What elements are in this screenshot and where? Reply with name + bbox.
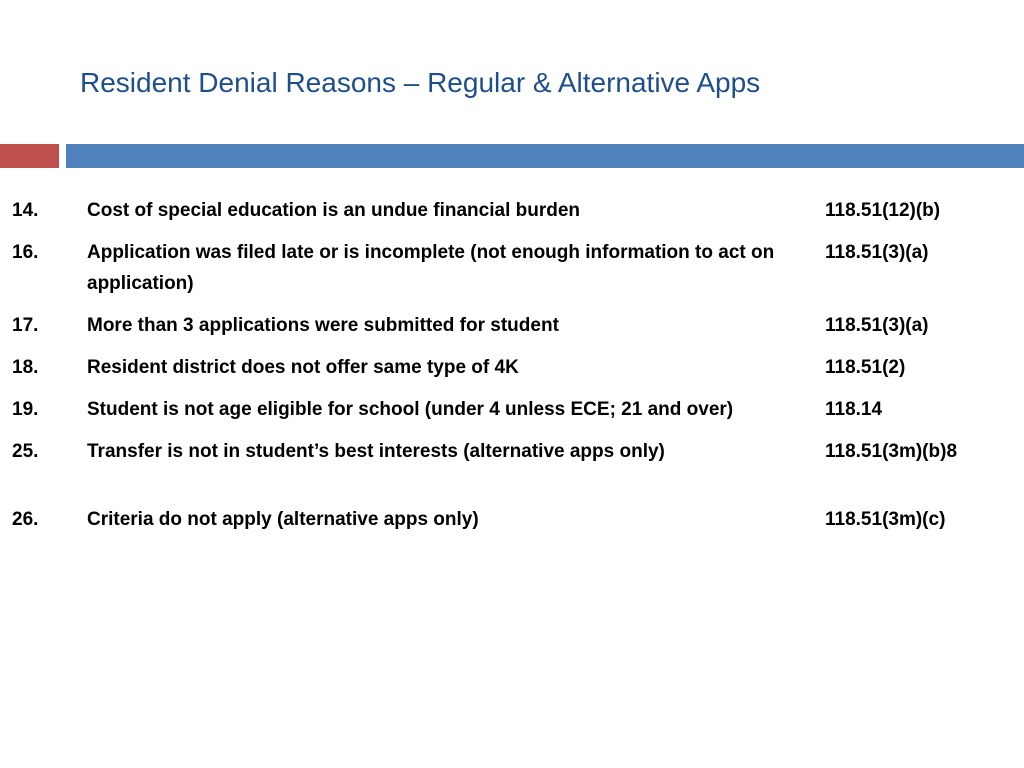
reason-text: More than 3 applications were submitted for student (87, 315, 559, 336)
reason-number: 18. (12, 357, 39, 378)
table-row (0, 393, 1024, 435)
reason-number: 26. (12, 509, 39, 530)
statute-reference: 118.51(3m)(b)8 (825, 441, 958, 462)
table-row (0, 351, 1024, 393)
table-row (0, 236, 1024, 309)
reason-text: Resident district does not offer same type of 4K (87, 357, 519, 378)
table-row (0, 309, 1024, 351)
table-row (0, 194, 1024, 236)
statute-reference: 118.51(12)(b) (825, 200, 941, 221)
slide-title: Resident Denial Reasons – Regular & Alternative Apps (80, 67, 761, 98)
accent-bar-red (0, 144, 59, 168)
reason-number: 19. (12, 399, 39, 420)
reason-text: Transfer is not in student’s best interests (alternative apps only) (87, 441, 665, 462)
reason-number: 25. (12, 441, 39, 462)
reason-text: Cost of special education is an undue financial burden (87, 200, 581, 221)
table-row (0, 435, 1024, 503)
reason-number: 17. (12, 315, 39, 336)
accent-bar-blue (66, 144, 1024, 168)
reason-number: 14. (12, 200, 39, 221)
statute-reference: 118.51(2) (825, 357, 906, 378)
denial-reasons-table (0, 194, 1024, 545)
reason-text: Criteria do not apply (alternative apps only) (87, 509, 479, 530)
statute-reference: 118.51(3)(a) (825, 242, 929, 263)
reason-text: Application was filed late or is incomplete (not enough information to act on application) (87, 242, 775, 294)
table-row (0, 503, 1024, 545)
statute-reference: 118.14 (825, 399, 883, 420)
statute-reference: 118.51(3m)(c) (825, 509, 946, 530)
statute-reference: 118.51(3)(a) (825, 315, 929, 336)
reason-text: Student is not age eligible for school (under 4 unless ECE; 21 and over) (87, 399, 734, 420)
reason-number: 16. (12, 242, 39, 263)
